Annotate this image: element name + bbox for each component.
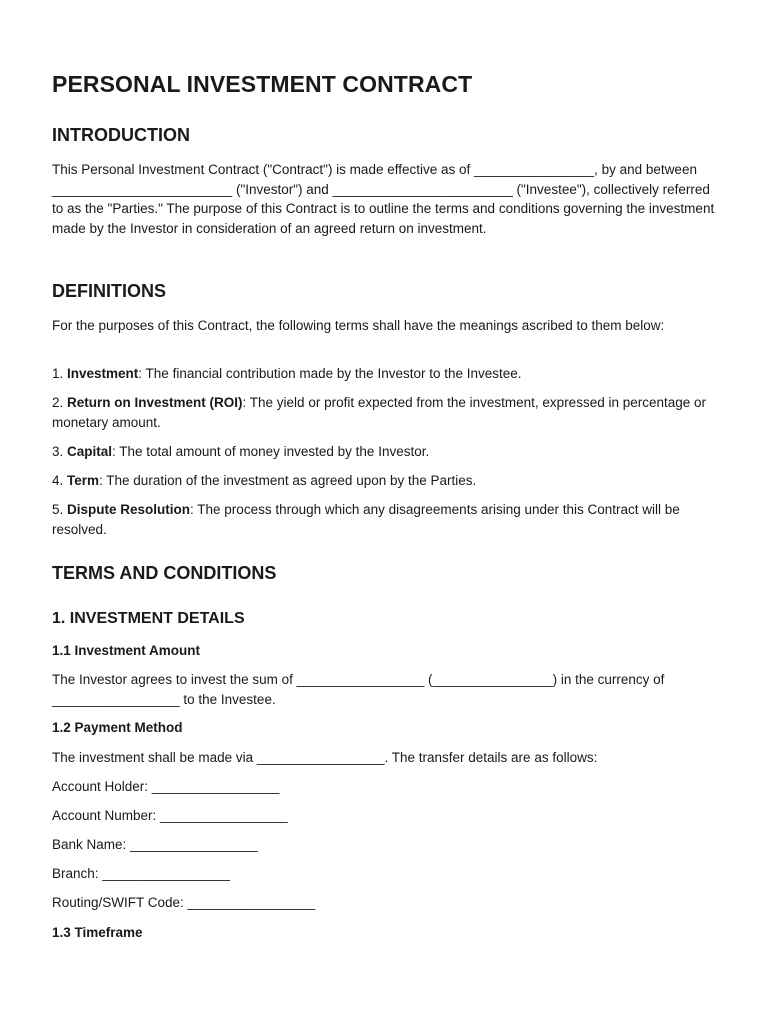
bank-name-field: Bank Name: _________________ [52,837,258,852]
branch-field: Branch: _________________ [52,866,230,881]
account-holder-field: Account Holder: _________________ [52,779,280,794]
investment-amount-text: The Investor agrees to invest the sum of _________________ (________________) in the currency of _________________ to the Investee. [52,672,665,707]
definition-item [52,442,717,462]
introduction-paragraph: This Personal Investment Contract ("Contract") is made effective as of ________________, by and between ________________________ ("Investor") and ________________________ ("Investee"), collectively referred to as the "Parties." The purpose of this Contract is to outline the terms and conditions governing the investment made by the Investor in consideration of an agreed return on investment. [52,162,715,236]
definition-number: 1. [52,366,68,381]
definition-number: 2. [52,395,68,410]
introduction-heading: INTRODUCTION [52,125,190,145]
definition-term: Dispute Resolution [67,502,191,517]
payment-method-heading: 1.2 Payment Method [52,720,183,735]
investment-amount-heading: 1.1 Investment Amount [52,643,201,658]
definitions-intro: For the purposes of this Contract, the following terms shall have the meanings ascribed to them below: [52,318,665,333]
definition-text: : The total amount of money invested by the Investor. [112,444,430,459]
definition-item [52,500,717,539]
definition-number: 5. [52,502,68,517]
definitions-heading: DEFINITIONS [52,281,167,301]
definition-item [52,471,717,491]
definition-term: Return on Investment (ROI) [67,395,243,410]
terms-heading: TERMS AND CONDITIONS [52,563,277,583]
definition-item [52,393,717,432]
definition-number: 3. [52,444,68,459]
definition-text: : The yield or profit expected from the investment, expressed in percentage or monetary amount. [52,395,707,430]
document-title: PERSONAL INVESTMENT CONTRACT [52,71,473,97]
section-1-heading: 1. INVESTMENT DETAILS [52,610,245,627]
payment-method-text: The investment shall be made via _________________. The transfer details are as follows: [52,750,598,765]
definition-term: Capital [67,444,113,459]
timeframe-heading: 1.3 Timeframe [52,925,143,940]
definition-item [52,364,717,384]
definition-text: : The duration of the investment as agreed upon by the Parties. [99,473,477,488]
definition-term: Investment [67,366,139,381]
definition-text: : The financial contribution made by the Investor to the Investee. [138,366,522,381]
definition-text: : The process through which any disagreements arising under this Contract will be resolved. [52,502,680,537]
routing-swift-field: Routing/SWIFT Code: _________________ [52,895,316,910]
definition-number: 4. [52,473,68,488]
account-number-field: Account Number: _________________ [52,808,288,823]
definition-term: Term [67,473,100,488]
